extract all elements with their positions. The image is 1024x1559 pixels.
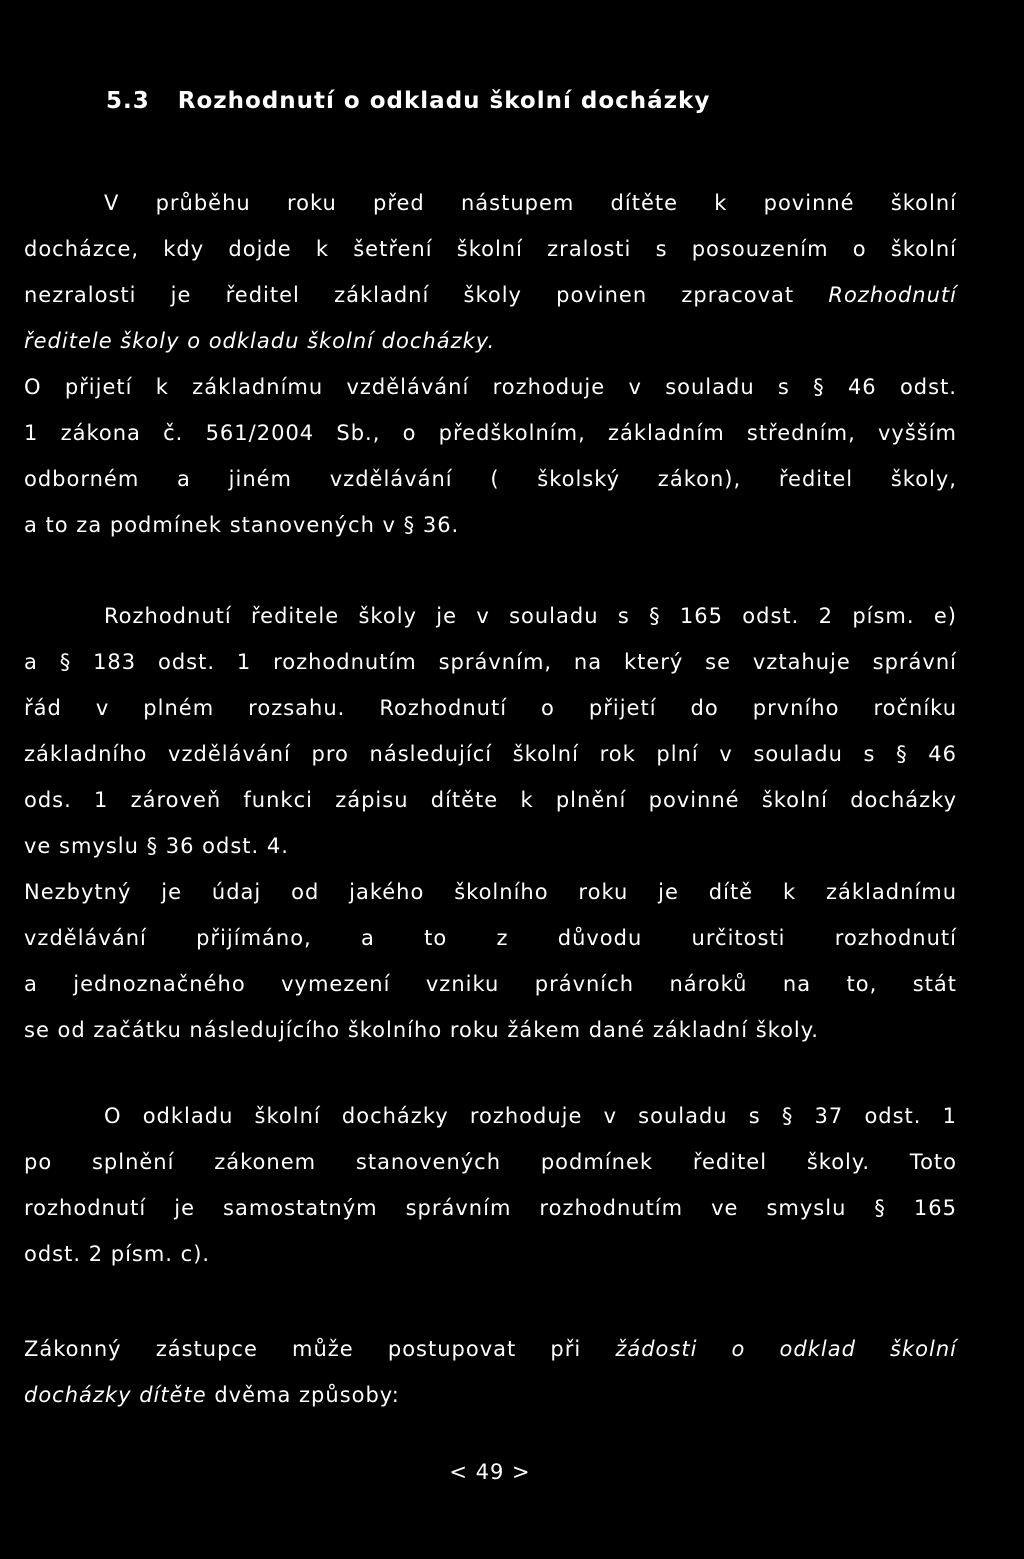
text-line: a jednoznačného vymezení vzniku právních nároků na to, stát [24,972,957,996]
text-fragment: Zákonný zástupce může postupovat při [24,1337,616,1361]
text-line [24,272,957,318]
text-line: řád v plném rozsahu. Rozhodnutí o přijetí do prvního ročníku [24,696,957,720]
paragraph-intro [24,180,957,548]
text-line: V průběhu roku před nástupem dítěte k povinné školní [104,191,957,215]
text-line: Rozhodnutí ředitele školy je v souladu s § 165 odst. 2 písm. e) [104,604,957,628]
text-line: odborném a jiném vzdělávání ( školský zákon), ředitel školy, [24,467,957,491]
text-line [24,1326,957,1372]
paragraph-guardian [24,1326,957,1418]
paragraph-legal-basis [24,593,957,1053]
text-line: O odkladu školní docházky rozhoduje v souladu s § 37 odst. 1 [104,1104,957,1128]
italic-term: Rozhodnutí [828,283,957,307]
italic-term: docházky dítěte [24,1383,207,1407]
text-fragment: nezralosti je ředitel základní školy povinen zpracovat [24,283,829,307]
text-line [24,318,957,364]
text-line: ods. 1 zároveň funkci zápisu dítěte k plnění povinné školní docházky [24,788,957,812]
text-line: docházce, kdy dojde k šetření školní zralosti s posouzením o školní [24,237,957,261]
section-title: Rozhodnutí o odkladu školní docházky [177,88,711,114]
text-line: základního vzdělávání pro následující školní rok plní v souladu s § 46 [24,742,957,766]
text-line: Nezbytný je údaj od jakého školního roku je dítě k základnímu [24,880,957,904]
text-line: a § 183 odst. 1 rozhodnutím správním, na který se vztahuje správní [24,650,957,674]
text-line: po splnění zákonem stanovených podmínek ředitel školy. Toto [24,1150,957,1174]
text-line: rozhodnutí je samostatným správním rozhodnutím ve smyslu § 165 [24,1196,957,1220]
text-line: vzdělávání přijímáno, a to z důvodu určitosti rozhodnutí [24,926,957,950]
text-line: se od začátku následujícího školního roku žákem dané základní školy. [24,1018,819,1042]
text-line: odst. 2 písm. c). [24,1242,211,1266]
italic-term: žádosti o odklad školní [615,1337,957,1361]
text-line: O přijetí k základnímu vzdělávání rozhoduje v souladu s § 46 odst. [24,375,957,399]
text-line: ve smyslu § 36 odst. 4. [24,834,289,858]
section-heading [106,88,710,114]
text-line: a to za podmínek stanovených v § 36. [24,513,460,537]
section-number: 5.3 [106,88,150,114]
text-fragment: dvěma způsoby: [206,1383,400,1407]
text-line [24,1372,957,1418]
italic-term: ředitele školy o odkladu školní docházky. [24,329,496,353]
text-line: 1 zákona č. 561/2004 Sb., o předškolním, základním středním, vyšším [24,421,957,445]
paragraph-deferral [24,1093,957,1277]
page-number: < 49 > [449,1460,531,1484]
